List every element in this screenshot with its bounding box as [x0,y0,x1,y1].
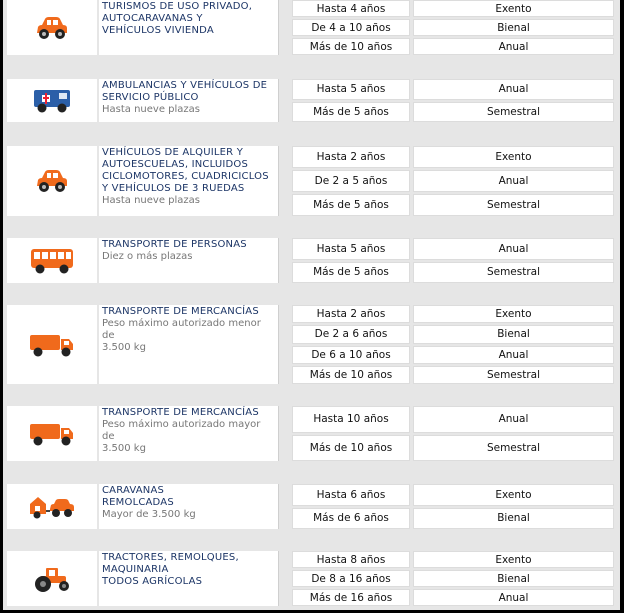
inspection-frequency-cell: Anual [413,238,614,260]
inspection-frequency-cell: Anual [413,170,614,192]
category-title-line: TRANSPORTE DE MERCANCÍAS [102,306,259,317]
category-subtitle-line: Diez o más plazas [102,251,193,262]
category-subtitle-line: 3.500 kg [102,342,146,353]
category-title-line: SERVICIO PÚBLICO [102,92,199,103]
inspection-frequency-cell: Exento [413,146,614,168]
table-row [292,238,614,260]
vehicle-age-cell: De 2 a 5 años [292,170,410,192]
inspection-frequency-cell: Semestral [413,262,614,284]
icon-cell [7,551,97,606]
category-title-line: CARAVANAS [102,485,165,496]
table-row [292,551,614,568]
category-subtitle-line: Hasta nueve plazas [102,104,201,115]
category-title-line: TRACTORES, REMOLQUES, [102,552,239,563]
vehicle-age-cell: Más de 10 años [292,366,410,384]
inspection-rows [292,0,614,55]
category-title-line: AMBULANCIAS Y VEHÍCULOS DE [102,80,268,91]
category-title-line: TODOS AGRÍCOLAS [102,576,203,587]
category-subtitle-line: Hasta nueve plazas [102,195,201,206]
tractor-icon [32,565,72,593]
category-subtitle-line: 3.500 kg [102,443,146,454]
category-description [99,79,279,122]
vehicle-category-group [7,0,614,55]
ambulance-icon [32,87,72,115]
vehicle-age-cell: Hasta 4 años [292,0,410,17]
icon-cell [7,0,97,55]
inspection-frequency-cell: Exento [413,0,614,17]
bus-icon [30,247,74,275]
category-title-line: Y VEHÍCULOS DE 3 RUEDAS [102,183,245,194]
vehicle-age-cell: Más de 5 años [292,194,410,216]
category-title-line: VEHÍCULOS VIVIENDA [102,25,214,36]
inspection-frequency-cell: Bienal [413,508,614,530]
vehicle-age-cell: Hasta 2 años [292,146,410,168]
vehicle-age-cell: De 8 a 16 años [292,570,410,587]
inspection-rows [292,146,614,216]
category-description [99,238,279,283]
vehicle-category-group [7,146,614,216]
vehicle-age-cell: De 4 a 10 años [292,19,410,36]
table-row [292,406,614,433]
table-row [292,346,614,364]
icon-cell [7,406,97,461]
truck-icon [29,421,75,447]
table-row [292,38,614,55]
category-subtitle-line: Peso máximo autorizado menor [102,318,261,329]
table-row [292,102,614,123]
vehicle-category-group [7,551,614,606]
icon-cell [7,484,97,529]
icon-cell [7,79,97,122]
category-subtitle-line: de [102,330,115,341]
inspection-frequency-cell: Anual [413,589,614,606]
inspection-frequency-cell: Bienal [413,19,614,36]
vehicle-category-group [7,238,614,283]
vehicle-age-cell: Más de 5 años [292,262,410,284]
table-row [292,79,614,100]
vehicle-age-cell: Hasta 8 años [292,551,410,568]
inspection-rows [292,305,614,384]
inspection-frequency-cell: Exento [413,484,614,506]
category-title-line: AUTOCARAVANAS Y [102,13,203,24]
table-row [292,146,614,168]
inspection-frequency-cell: Semestral [413,435,614,462]
vehicle-category-group [7,305,614,384]
category-description [99,0,279,55]
table-row [292,366,614,384]
category-description [99,406,279,461]
vehicle-age-cell: Hasta 5 años [292,79,410,100]
table-row [292,305,614,323]
inspection-rows [292,406,614,461]
table-row [292,508,614,530]
inspection-frequency-cell: Exento [413,305,614,323]
inspection-frequency-cell: Anual [413,79,614,100]
inspection-rows [292,484,614,529]
inspection-frequency-cell: Bienal [413,570,614,587]
inspection-frequency-cell: Anual [413,346,614,364]
category-description [99,146,279,216]
category-subtitle-line: Mayor de 3.500 kg [102,509,196,520]
inspection-rows [292,79,614,122]
category-subtitle-line: de [102,431,115,442]
vehicle-age-cell: De 6 a 10 años [292,346,410,364]
category-title-line: REMOLCADAS [102,497,174,508]
icon-cell [7,146,97,216]
inspection-rows [292,551,614,606]
vehicle-age-cell: Más de 16 años [292,589,410,606]
itv-frequency-table [3,0,620,610]
vehicle-age-cell: Más de 5 años [292,102,410,123]
vehicle-age-cell: Más de 10 años [292,38,410,55]
vehicle-age-cell: Hasta 10 años [292,406,410,433]
inspection-frequency-cell: Exento [413,551,614,568]
category-description [99,551,279,606]
inspection-frequency-cell: Semestral [413,102,614,123]
vehicle-category-group [7,484,614,529]
icon-cell [7,238,97,283]
truck-icon [29,332,75,358]
table-row [292,0,614,17]
vehicle-age-cell: De 2 a 6 años [292,325,410,343]
table-row [292,19,614,36]
table-row [292,262,614,284]
car-icon [34,14,70,42]
category-title-line: CICLOMOTORES, CUADRICICLOS [102,171,269,182]
vehicle-age-cell: Más de 6 años [292,508,410,530]
table-row [292,194,614,216]
table-row [292,570,614,587]
category-title-line: VEHÍCULOS DE ALQUILER Y [102,147,244,158]
category-title-line: TRANSPORTE DE PERSONAS [102,239,247,250]
table-row [292,170,614,192]
icon-cell [7,305,97,384]
table-row [292,435,614,462]
inspection-frequency-cell: Semestral [413,194,614,216]
vehicle-age-cell: Hasta 5 años [292,238,410,260]
category-description [99,305,279,384]
vehicle-category-group [7,79,614,122]
inspection-frequency-cell: Semestral [413,366,614,384]
inspection-frequency-cell: Anual [413,38,614,55]
inspection-rows [292,238,614,283]
category-description [99,484,279,529]
vehicle-category-group [7,406,614,461]
category-title-line: AUTOESCUELAS, INCLUIDOS [102,159,249,170]
inspection-frequency-cell: Anual [413,406,614,433]
inspection-frequency-cell: Bienal [413,325,614,343]
table-row [292,325,614,343]
category-subtitle-line: Peso máximo autorizado mayor [102,419,261,430]
vehicle-age-cell: Hasta 6 años [292,484,410,506]
vehicle-age-cell: Más de 10 años [292,435,410,462]
vehicle-age-cell: Hasta 2 años [292,305,410,323]
category-title-line: TRANSPORTE DE MERCANCÍAS [102,407,259,418]
category-title-line: MAQUINARIA [102,564,169,575]
car-icon [34,167,70,195]
table-row [292,589,614,606]
caravan-icon [28,494,76,520]
category-title-line: TURISMOS DE USO PRIVADO, [102,1,253,12]
table-row [292,484,614,506]
